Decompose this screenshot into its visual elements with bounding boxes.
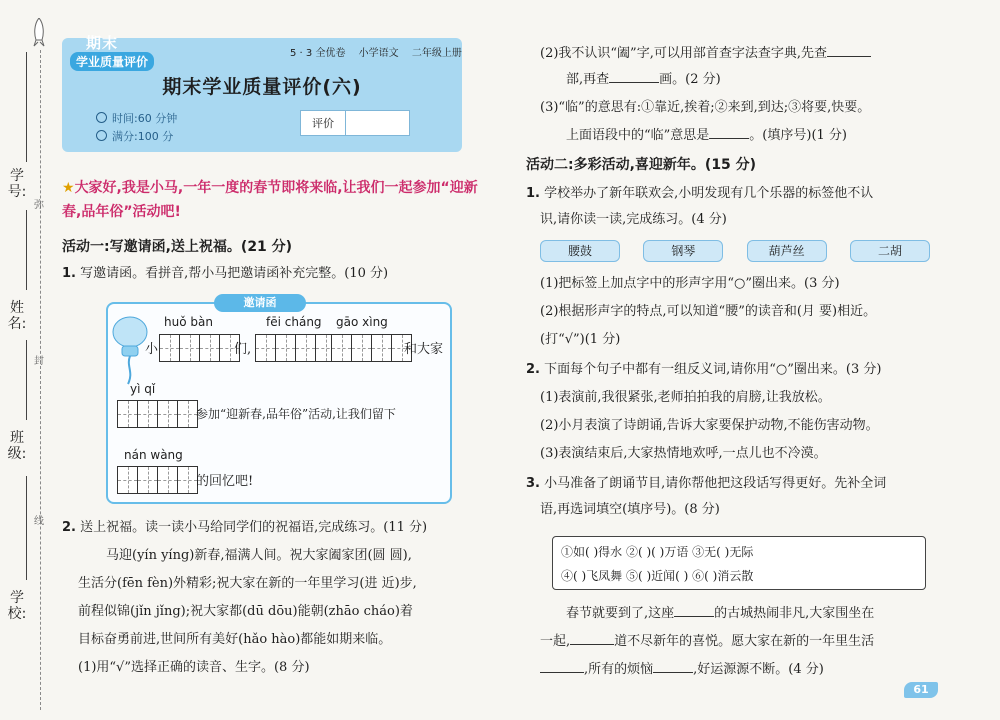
- text-huiyi: 的回忆吧!: [196, 474, 254, 489]
- a1-q2-text: 送上祝福。读一读小马给同学们的祝福语,完成练习。(11 分): [80, 520, 428, 535]
- blessing-line-4: 目标奋勇前进,世间所有美好(hǎo hào)都能如期来临。: [78, 632, 392, 647]
- time-info: [96, 110, 177, 126]
- class-label: 班级:: [7, 430, 27, 462]
- tag-erhu: 二胡: [850, 240, 930, 262]
- blank-para-4[interactable]: [653, 672, 693, 673]
- r-q2: 2. 下面每个句子中都有一组反义词,请你用“○”圈出来。(3 分): [526, 362, 882, 377]
- para-line-2: 一起, 道不尽新年的喜悦。愿大家在新的一年里生活: [540, 634, 875, 649]
- idiom-box: [552, 536, 926, 590]
- idiom-row-1: ①如( )得水 ②( )( )万语 ③无( )无际: [561, 545, 754, 559]
- a1-q2: [62, 518, 427, 538]
- text-dajia: 和大家: [404, 342, 444, 357]
- r-q1-cont: 识,请你读一读,完成练习。(4 分): [540, 212, 727, 227]
- blank-para-2[interactable]: [570, 644, 614, 645]
- clock-icon: [96, 112, 107, 123]
- r-q2-line-2: (2)小月表演了诗朗诵,告诉大家要保护动物,不能伤害动物。: [540, 418, 879, 433]
- grid-gaoxing[interactable]: [332, 334, 412, 362]
- r-sub3-cont: 上面语段中的“临”意思是 。(填序号)(1 分): [566, 128, 847, 143]
- grid-feichang[interactable]: [256, 334, 336, 362]
- blank-para-3[interactable]: [540, 672, 584, 673]
- idiom-row-2: ④( )飞凤舞 ⑤( )近闻( ) ⑥( )消云散: [561, 569, 754, 583]
- activity1-title: 活动一:写邀请函,送上祝福。(21 分): [62, 239, 293, 255]
- r-q3: 3. 小马准备了朗诵节目,请你帮他把这段话写得更好。先补全词: [526, 476, 887, 491]
- blank-radical[interactable]: [827, 56, 871, 57]
- term-badge: [70, 28, 162, 78]
- grid-nanwang[interactable]: [118, 466, 198, 494]
- seal-mark-mi: 弥: [34, 200, 44, 211]
- a1-q1-number: 1.: [62, 266, 76, 281]
- text-canjia: 参加“迎新春,品年俗”活动,让我们留下: [196, 407, 396, 421]
- r-sub3: (3)“临”的意思有:①靠近,挨着;②来到,到达;③将要,快要。: [540, 100, 871, 115]
- blessing-line-3: 前程似锦(jǐn jǐng);祝大家都(dū dōu)能朝(zhāo cháo)着: [78, 604, 413, 619]
- blank-strokes[interactable]: [609, 82, 659, 83]
- blessing-line-2: 生活分(fēn fèn)外精彩;祝大家在新的一年里学习(进 近)步,: [78, 576, 417, 591]
- check-icon: [96, 130, 107, 141]
- grid-yiqi[interactable]: [118, 400, 198, 428]
- a1-q1: [62, 264, 388, 284]
- pinyin-feichang: fēi cháng: [266, 315, 322, 329]
- instrument-tags: [540, 240, 930, 262]
- r-q3-cont: 语,再选词填空(填序号)。(8 分): [540, 502, 720, 517]
- a1-q1-text: 写邀请函。看拼音,帮小马把邀请函补充完整。(10 分): [80, 266, 389, 281]
- eval-value-field[interactable]: [346, 111, 409, 135]
- para-line-3: ,所有的烦恼 ,好运源源不断。(4 分): [540, 660, 824, 680]
- text-men: 们,: [234, 342, 252, 357]
- para-line-1: 春节就要到了,这座 的古城热闹非凡,大家围坐在: [566, 606, 875, 621]
- tag-yaogu: 腰鼓: [540, 240, 620, 262]
- binding-strip: [0, 0, 58, 720]
- r-q2-line-1: (1)表演前,我很紧张,老师拍拍我的肩膀,让我放松。: [540, 390, 831, 405]
- series-subject: 小学语文: [358, 48, 399, 59]
- star-icon: ★: [62, 180, 75, 196]
- blank-para-1[interactable]: [674, 616, 714, 617]
- intro-text: ★大家好,我是小马,一年一度的春节即将来临,让我们一起参加“迎新春,品年俗”活动吧!: [62, 180, 478, 220]
- pinyin-yiqi: yì qǐ: [130, 382, 156, 396]
- school-label: 学校:: [7, 590, 27, 622]
- a1-q2-number: 2.: [62, 520, 76, 535]
- r-sub2-cont: 部,再查 画。(2 分): [566, 72, 721, 87]
- badge-line1: 期末: [86, 34, 119, 52]
- eval-label: 评价: [301, 111, 346, 135]
- r-sub2: (2)我不认识“阖”字,可以用部首查字法查字典,先查: [540, 44, 871, 64]
- r-q2-line-3: (3)表演结束后,大家热情地欢呼,一点儿也不冷漠。: [540, 446, 827, 461]
- pinyin-gaoxing: gāo xìng: [336, 315, 388, 329]
- r-q1-sub2b: (打“√”)(1 分): [540, 332, 621, 347]
- grid-huoban[interactable]: [160, 334, 240, 362]
- r-q1-sub2: (2)根据形声字的特点,可以知道“腰”的读音和(月 要)相近。: [540, 304, 877, 319]
- r-q1-sub1: (1)把标签上加点字中的形声字用“○”圈出来。(3 分): [540, 276, 840, 291]
- blank-lin-meaning[interactable]: [709, 138, 749, 139]
- score-info: [96, 128, 173, 144]
- score-text: 满分:100 分: [112, 130, 174, 143]
- seal-mark-xian: 线: [34, 516, 44, 527]
- page-title: 期末学业质量评价(六): [162, 76, 362, 98]
- a1-q2-sub1: (1)用“√”选择正确的读音、生字。(8 分): [78, 660, 310, 675]
- series-book: 5 · 3 全优卷: [290, 48, 346, 59]
- pinyin-huoban: huǒ bàn: [164, 315, 213, 329]
- seal-mark-feng: 封: [34, 356, 44, 367]
- series-info: [290, 44, 472, 59]
- evaluation-box: [300, 110, 410, 136]
- badge-line2: 学业质量评价: [70, 52, 154, 71]
- r-q1: 1. 学校举办了新年联欢会,小明发现有几个乐器的标签他不认: [526, 186, 874, 201]
- page-number: 61: [904, 682, 938, 698]
- time-text: 时间:60 分钟: [112, 112, 178, 125]
- pinyin-nanwang: nán wàng: [124, 448, 183, 462]
- invitation-title: 邀请函: [214, 294, 306, 312]
- blessing-line-1: 马迎(yín yíng)新春,福满人间。祝大家阖家团(圆 圆),: [106, 548, 412, 563]
- activity2-title: 活动二:多彩活动,喜迎新年。(15 分): [526, 157, 757, 173]
- tag-hulusi: 葫芦丝: [747, 240, 827, 262]
- name-label: 姓名:: [7, 300, 27, 332]
- text-xiao: 小: [145, 342, 159, 357]
- tag-gangqin: 钢琴: [643, 240, 723, 262]
- series-grade: 二年级上册: [411, 48, 462, 59]
- student-no-label: 学号:: [7, 168, 27, 200]
- rocket-icon: [32, 18, 46, 48]
- lantern-mascot-icon: [110, 310, 150, 390]
